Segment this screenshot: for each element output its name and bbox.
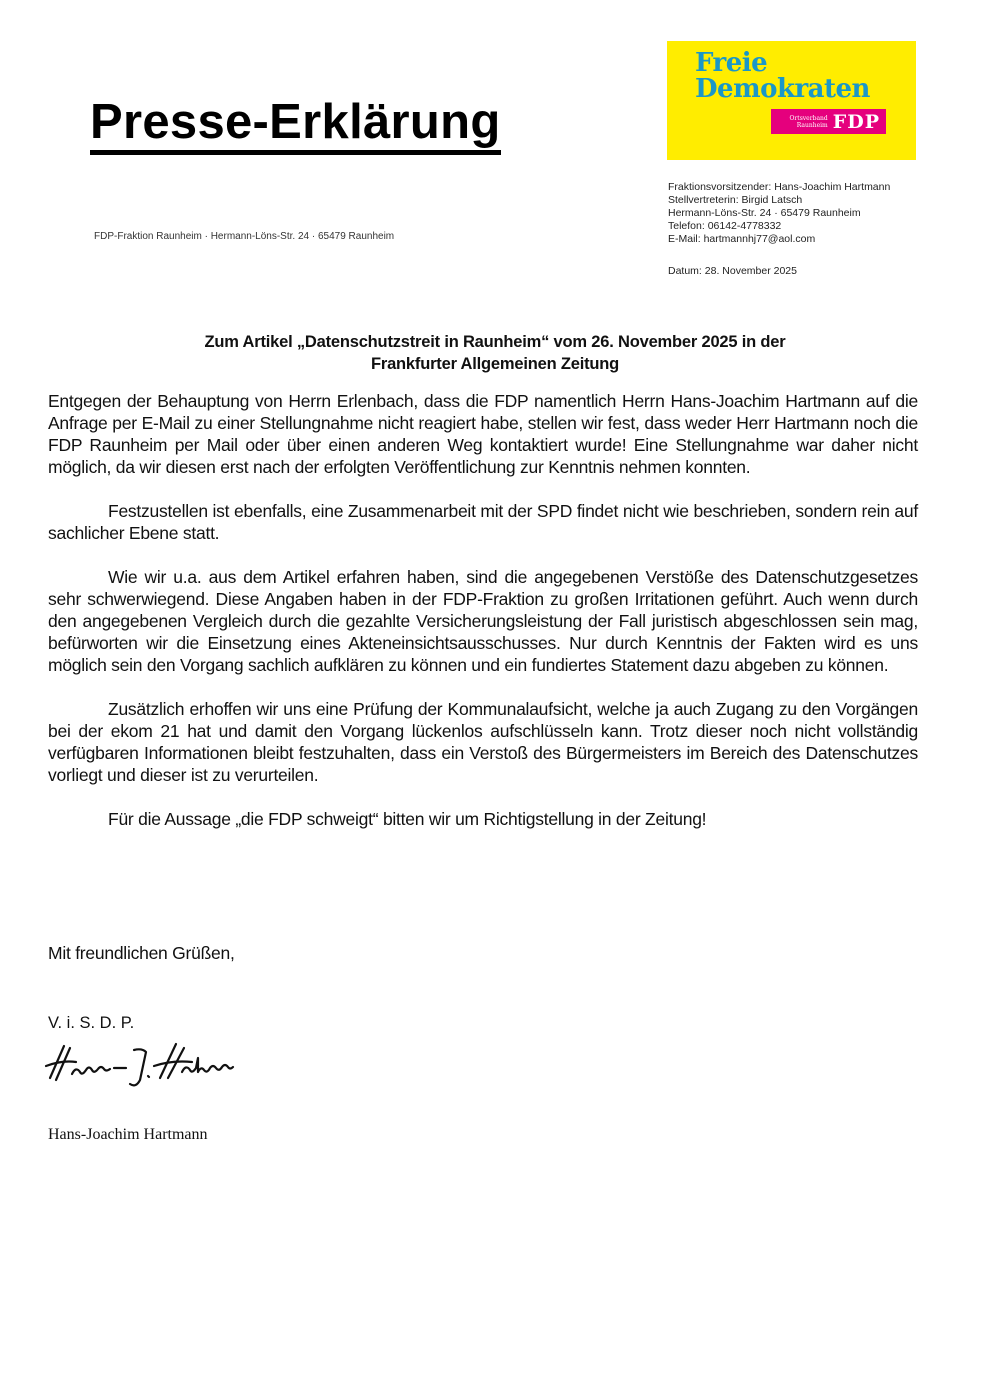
sender-line: FDP-Fraktion Raunheim · Hermann-Löns-Str. 24 · 65479 Raunheim xyxy=(94,231,395,242)
paragraph-2: Festzustellen ist ebenfalls, eine Zusammenarbeit mit der SPD findet nicht wie beschrieben, sondern rein auf sachlicher Ebene statt. xyxy=(48,501,918,543)
document-date: Datum: 28. November 2025 xyxy=(668,265,797,277)
logo-badge-subtitle xyxy=(790,115,828,129)
letter-body xyxy=(48,390,918,852)
paragraph-1: Entgegen der Behauptung von Herrn Erlenbach, dass die FDP namentlich Herrn Hans-Joachim Hartmann auf die Anfrage per E-Mail zu einer Stellungnahme nicht reagiert habe, stellen wir fest, dass weder Herr Hartmann noch die FDP Raunheim per Mail oder über einen anderen Weg kontaktiert wurde! Eine Stellungnahme war daher nicht möglich, da wir diesen erst nach der erfolgten Veröffentlichung zur Kenntnis nehmen konnten. xyxy=(48,391,918,477)
paragraph-5: Für die Aussage „die FDP schweigt“ bitten wir um Richtigstellung in der Zeitung! xyxy=(108,809,707,829)
subject-heading xyxy=(60,331,930,375)
contact-deputy: Stellvertreterin: Birgid Latsch xyxy=(668,194,803,206)
logo-text-demokraten: Demokraten xyxy=(695,74,870,104)
logo-badge-raunheim: Raunheim xyxy=(796,121,828,129)
logo-badge-fdp: FDP xyxy=(832,110,880,133)
closing-greeting: Mit freundlichen Grüßen, xyxy=(48,943,235,963)
contact-email: E-Mail: hartmannhj77@aol.com xyxy=(668,233,816,245)
paragraph-4: Zusätzlich erhoffen wir uns eine Prüfung der Kommunalaufsicht, welche ja auch Zugang zu den Vorgängen bei der ekom 21 hat und damit den Vorgang lückenlos aufschlüsseln kann. Trotz dieser noch nicht vollständig verfügbaren Informationen bleibt festzuhalten, dass ein Verstoß des Bürgermeisters im Bereich des Datenschutzes vorliegt und dieser ist zu verurteilen. xyxy=(48,699,918,785)
subject-line-1: Zum Artikel „Datenschutzstreit in Raunheim“ vom 26. November 2025 in der xyxy=(204,333,786,351)
fdp-logo xyxy=(667,41,916,160)
paragraph-3: Wie wir u.a. aus dem Artikel erfahren haben, sind die angegebenen Verstöße des Datenschutzgesetzes sehr schwerwiegend. Diese Angaben haben in der FDP-Fraktion zu großen Irritationen geführt. Auch wenn durch den angegebenen Vergleich durch die gezahlte Versicherungsleistung der Fall juristisch abgeschlossen sein mag, befürworten wir die Einsetzung eines Akteneinsichtsausschusses. Nur durch Kenntnis der Fakten wird es uns möglich sein den Vorgang sachlich aufklären zu können und ein fundiertes Statement dazu abgeben zu können. xyxy=(48,567,918,675)
contact-block xyxy=(668,181,890,246)
subject-line-2: Frankfurter Allgemeinen Zeitung xyxy=(370,355,620,373)
contact-phone: Telefon: 06142-4778332 xyxy=(668,220,782,232)
contact-address: Hermann-Löns-Str. 24 · 65479 Raunheim xyxy=(668,207,861,219)
signatory-name: Hans-Joachim Hartmann xyxy=(48,1126,208,1143)
document-title: Presse-Erklärung xyxy=(90,98,501,155)
contact-chair: Fraktionsvorsitzender: Hans-Joachim Hartmann xyxy=(668,181,891,193)
logo-badge-ortsverband: Ortsverband xyxy=(789,114,828,122)
visdp-label: V. i. S. D. P. xyxy=(48,1014,135,1032)
logo-badge xyxy=(771,109,886,134)
handwritten-signature xyxy=(42,1040,242,1095)
logo-text-freie: Freie xyxy=(695,48,768,78)
